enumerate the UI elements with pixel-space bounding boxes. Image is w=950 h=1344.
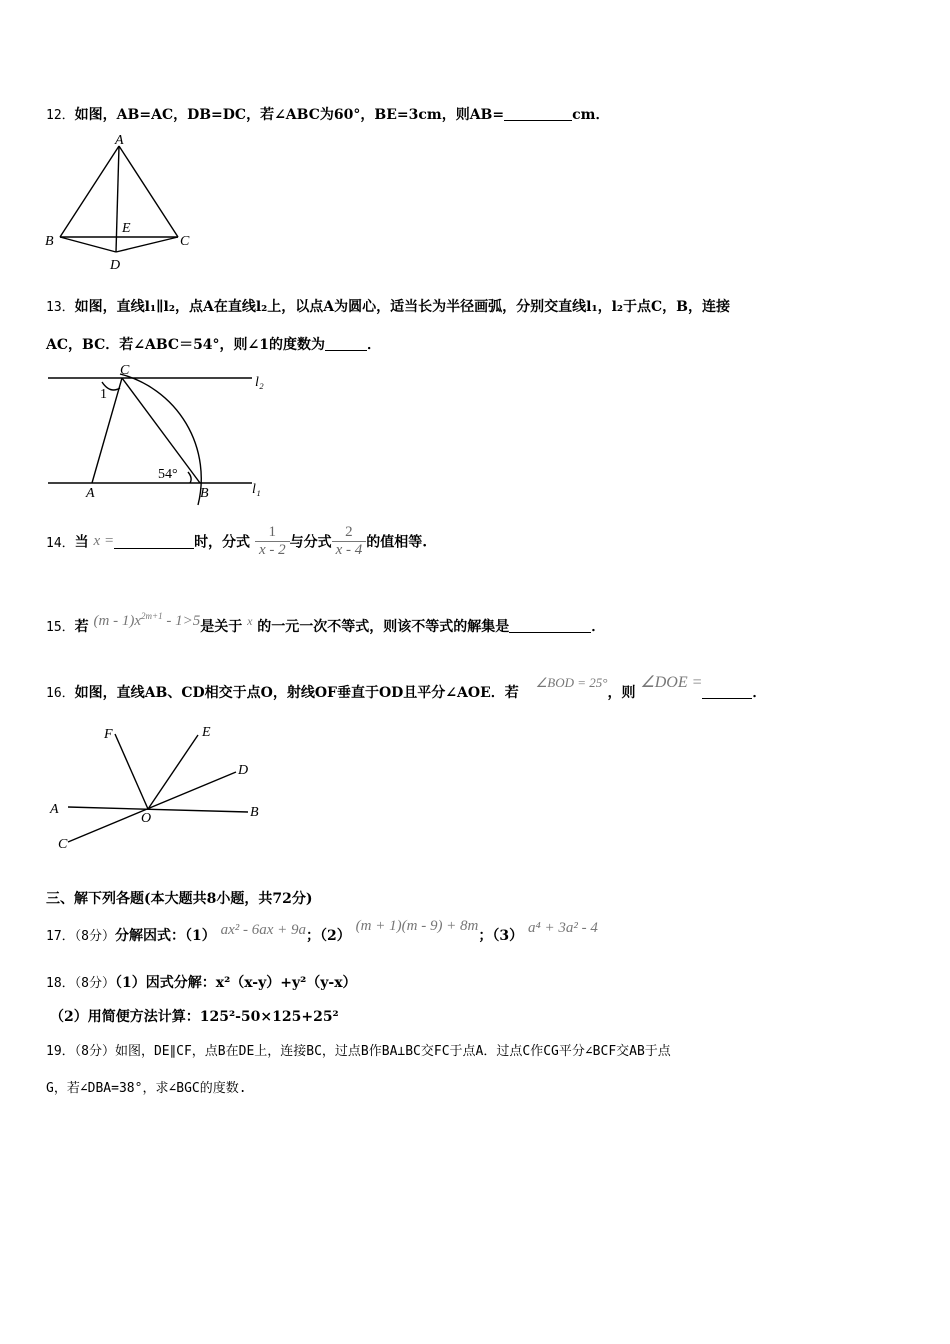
q14-fraction2: $\frac{2}{x - 4}$ (332, 524, 367, 559)
q17-score: （8分） (74, 929, 115, 944)
q13-label-angle1: 1 (100, 387, 107, 402)
q14-number: 14． (46, 536, 75, 551)
q14-fraction1: $\frac{1}{x - 2}$ (255, 524, 290, 559)
q16-figure (40, 718, 280, 858)
q15-mid: 是关于 (200, 619, 243, 635)
q14-answer-blank (114, 534, 194, 549)
q12-end: cm． (572, 107, 610, 123)
q14-x: x = (93, 533, 115, 549)
q16-label-b: B (250, 805, 259, 820)
q15-end-text: 的一元一次不等式，则该不等式的解集是 (257, 619, 510, 635)
q15-end: ． (591, 619, 606, 635)
q17-line (46, 918, 598, 945)
q16-answer-blank (702, 684, 752, 699)
q16-label-e: E (202, 725, 211, 740)
q14-end: 的值相等. (366, 534, 428, 551)
q12-label-c: C (180, 234, 190, 249)
q19-text1: 如图，DE∥CF，点B在DE上，连接BC，过点B作BA⊥BC交FC于点A．过点C作CG平分∠BCF交AB于点 (114, 1044, 671, 1059)
q16-line (46, 674, 767, 702)
q13-number: 13． (46, 300, 75, 315)
q16-label-a: A (50, 802, 59, 817)
q15-pre: 若 (74, 619, 89, 635)
q13-figure (40, 360, 280, 510)
q16-condition: ∠BOD = 25° (535, 675, 608, 690)
q15-expression: $(m - 1)x^{2m+1} - 1>5$ (93, 611, 201, 629)
q16-ask: ∠DOE = (640, 674, 703, 691)
q13-label-c: C (120, 363, 130, 378)
q12-answer-blank (504, 106, 572, 121)
q18-line2: （2）用简便方法计算：125²-50×125+25² (50, 1009, 339, 1025)
q13-label-a: A (86, 486, 95, 501)
q12-label-b: B (45, 234, 54, 249)
q15-line (46, 611, 606, 636)
q13-text1: 如图，直线l₁∥l₂，点A在直线l₂上，以点A为圆心，适当长为半径画弧，分别交直线l₁，l₂于点C，B，连接 (74, 299, 731, 315)
q13-answer-blank (325, 336, 367, 351)
q13-label-b: B (200, 486, 209, 501)
q18-line1 (46, 972, 357, 992)
q19-score: （8分） (74, 1044, 115, 1059)
q15-number: 15． (46, 620, 75, 635)
q16-end: ． (752, 685, 767, 701)
q18-part1: （1）因式分解：x²（x-y）+y²（y-x） (114, 975, 357, 991)
q17-expr3: a⁴ + 3a² - 4 (528, 920, 598, 936)
q13-end: ． (367, 337, 382, 353)
q13-line1 (46, 296, 730, 316)
q14-mid2: 与分式 (289, 534, 332, 551)
q16-label-o: O (141, 811, 152, 826)
q17-text: 分解因式：（1） (114, 928, 216, 944)
q13-label-l2: l₂ (255, 375, 264, 390)
q13-label-l1: l₁ (252, 482, 261, 497)
q12-label-e: E (122, 221, 131, 236)
q17-expr2: (m + 1)(m - 9) + 8m (355, 918, 479, 934)
q16-text: 如图，直线AB、CD相交于点O，射线OF垂直于OD且平分∠AOE．若 (74, 685, 519, 701)
q16-mid: ，则 (607, 685, 636, 701)
q17-number: 17． (46, 929, 75, 944)
q15-answer-blank (509, 618, 591, 633)
q17-sep2: ；（3） (478, 928, 524, 944)
section3-title: 三、解下列各题(本大题共8小题，共72分) (46, 891, 313, 907)
q17-expr1: ax² - 6ax + 9a (220, 922, 307, 938)
q13-label-54: 54° (158, 467, 178, 482)
q13-text2: AC，BC．若∠ABC＝54°，则∠1的度数为 (46, 337, 326, 353)
q12-text: 如图，AB=AC，DB=DC，若∠ABC为60°，BE=3cm，则AB= (74, 107, 505, 123)
q16-label-d: D (238, 763, 249, 778)
q16-label-f: F (104, 727, 113, 742)
q14-line (46, 524, 427, 559)
q17-sep1: ；（2） (306, 928, 351, 944)
q18-score: （8分） (74, 976, 115, 991)
q14-pre: 当 (74, 534, 89, 551)
q19-line2: G，若∠DBA=38°，求∠BGC的度数. (46, 1081, 247, 1096)
q19-line1 (46, 1040, 671, 1059)
q16-label-c: C (58, 837, 68, 852)
q14-mid1: 时，分式 (194, 534, 251, 551)
q12-label-d: D (110, 258, 121, 273)
q15-x: x (247, 614, 253, 628)
q12-number: 12． (46, 108, 75, 123)
q12-figure (40, 132, 200, 274)
q19-number: 19． (46, 1044, 75, 1059)
q13-line2 (46, 334, 381, 354)
q16-number: 16． (46, 686, 75, 701)
q18-number: 18． (46, 976, 75, 991)
q12-label-a: A (115, 133, 124, 148)
q12-line (46, 104, 609, 124)
